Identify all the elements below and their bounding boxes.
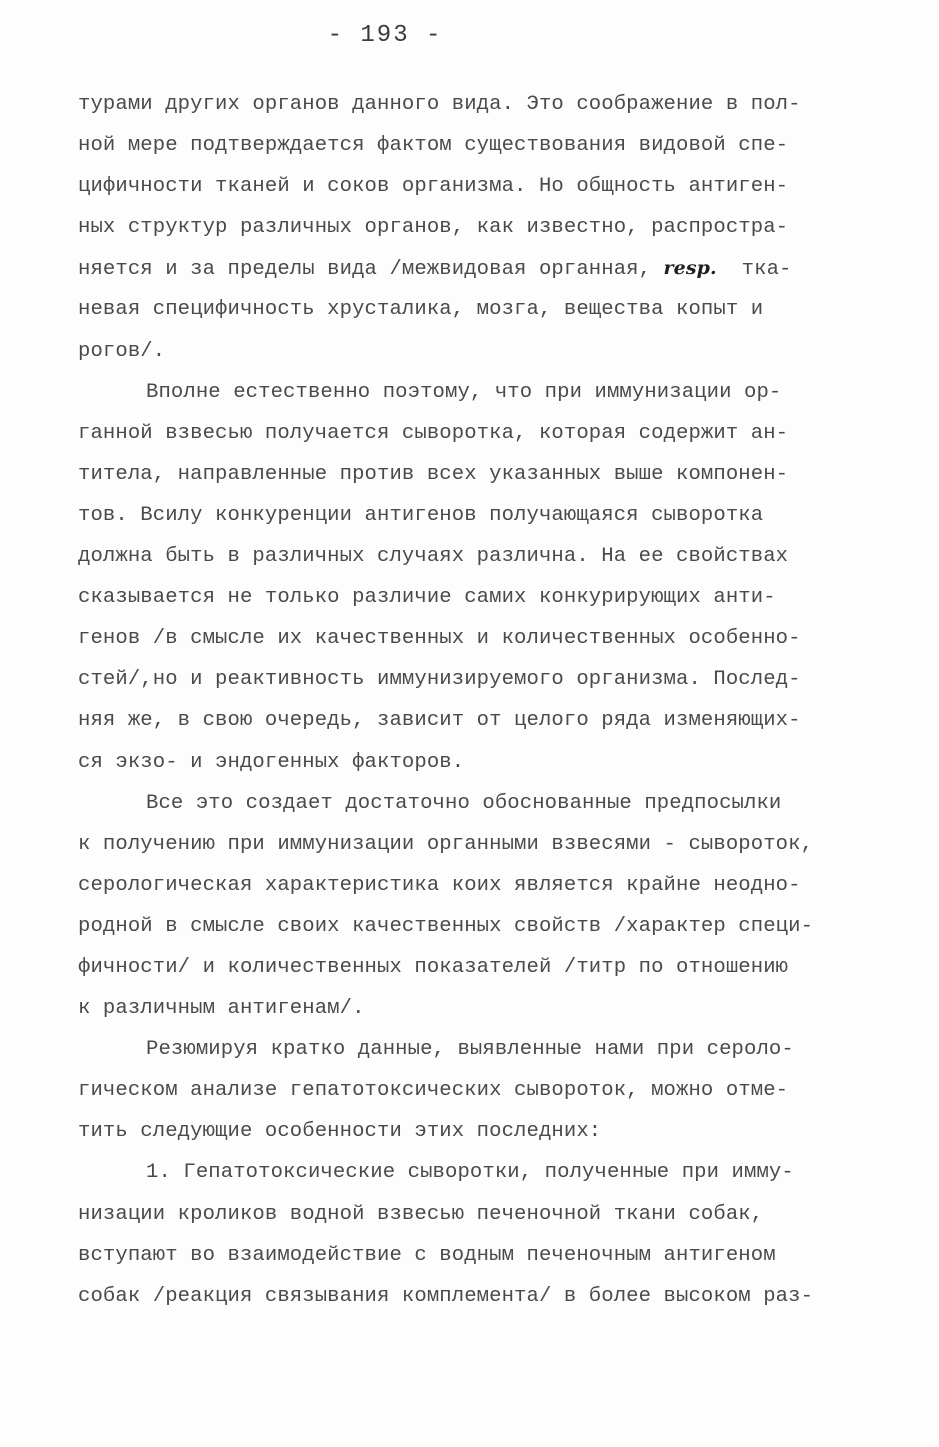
text-line: цифичности тканей и соков организма. Но общность антиген- bbox=[78, 175, 789, 199]
text-line-with-note bbox=[78, 248, 878, 289]
text-line: родной в смысле своих качественных свойств /характер специ- bbox=[78, 914, 814, 938]
paragraph-first-line: Резюмируя кратко данные, выявленные нами при сероло- bbox=[146, 1038, 794, 1062]
text-line: невая специфичность хрусталика, мозга, вещества копыт и bbox=[78, 298, 764, 322]
text-line: к различным антигенам/. bbox=[78, 997, 365, 1021]
body-text bbox=[78, 84, 878, 1317]
paragraph-first-line: 1. Гепатотоксические сыворотки, полученные при имму- bbox=[146, 1161, 794, 1185]
text-line: вступают во взаимодействие с водным печеночным антигеном bbox=[78, 1243, 776, 1267]
text-line: сказывается не только различие самих конкурирующих анти- bbox=[78, 586, 776, 610]
text-line: стей/,но и реактивность иммунизируемого организма. Послед- bbox=[78, 668, 801, 692]
text-line: турами других органов данного вида. Это соображение в пол- bbox=[78, 93, 801, 116]
text-line: ся экзо- и эндогенных факторов. bbox=[78, 750, 465, 774]
handwritten-note: resp. bbox=[663, 257, 717, 280]
text-line: няя же, в свою очередь, зависит от целого ряда изменяющих- bbox=[78, 709, 801, 733]
text-line: рогов/. bbox=[78, 339, 166, 363]
text-line: фичности/ и количественных показателей /титр по отношению bbox=[78, 955, 789, 979]
text-line: титела, направленные против всех указанных выше компонен- bbox=[78, 462, 789, 486]
paragraph-first-line: Вполне естественно поэтому, что при иммунизации ор- bbox=[146, 380, 782, 404]
text-line: ной мере подтверждается фактом существования видовой спе- bbox=[78, 134, 789, 158]
text-fragment: тка- bbox=[716, 258, 792, 282]
text-line: к получению при иммунизации органными взвесями - сывороток, bbox=[78, 832, 814, 856]
text-line: низации кроликов водной взвесью печеночной ткани собак, bbox=[78, 1202, 764, 1226]
text-line: ных структур различных органов, как известно, распростра- bbox=[78, 216, 789, 240]
page-number: - 193 - bbox=[327, 22, 443, 49]
text-fragment: няется и за пределы вида /межвидовая органная, bbox=[78, 258, 664, 282]
text-line: генов /в смысле их качественных и количественных особенно- bbox=[78, 627, 801, 651]
text-line: серологическая характеристика коих является крайне неодно- bbox=[78, 873, 801, 897]
paragraph-first-line: Все это создает достаточно обоснованные предпосылки bbox=[146, 791, 782, 815]
text-line: ганной взвесью получается сыворотка, которая содержит ан- bbox=[78, 421, 789, 445]
text-line: гическом анализе гепатотоксических сывороток, можно отме- bbox=[78, 1079, 789, 1103]
text-line: тов. Всилу конкуренции антигенов получающаяся сыворотка bbox=[78, 503, 764, 527]
text-line: должна быть в различных случаях различна. На ее свойствах bbox=[78, 545, 789, 569]
text-line: тить следующие особенности этих последних: bbox=[78, 1120, 602, 1144]
text-line: собак /реакция связывания комплемента/ в более высоком раз- bbox=[78, 1284, 814, 1308]
